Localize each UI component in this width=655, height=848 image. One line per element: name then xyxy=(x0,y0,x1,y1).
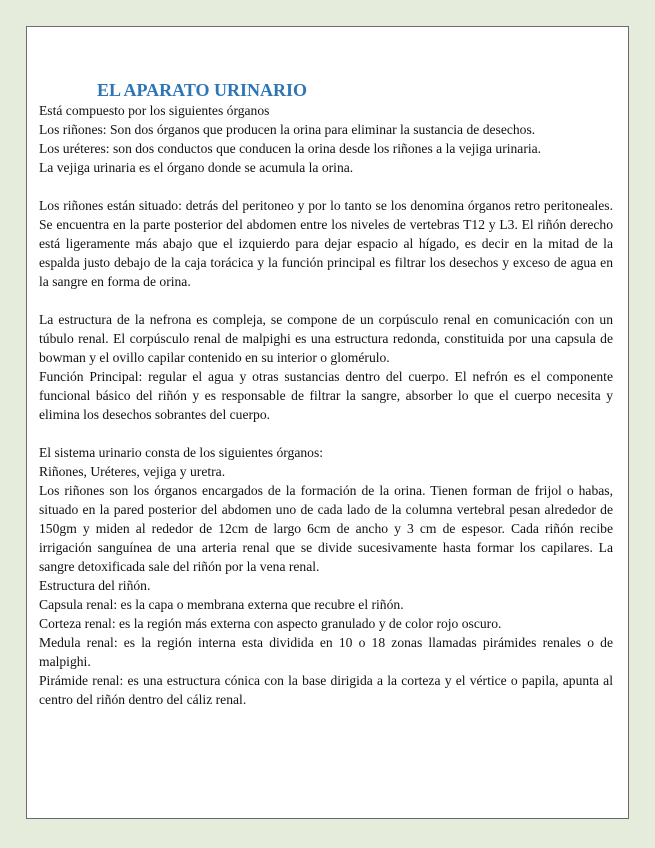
paragraph-rinones: Los riñones: Son dos órganos que producen la orina para eliminar la sustancia de desechos. xyxy=(39,122,536,137)
paragraph-capsula: Capsula renal: es la capa o membrana externa que recubre el riñón. xyxy=(39,597,404,612)
paragraph-medula: Medula renal: es la región interna esta dividida en 10 o 18 zonas llamadas pirámides renales o de malpighi. xyxy=(39,635,613,669)
paragraph-organos: Riñones, Uréteres, vejiga y uretra. xyxy=(39,464,226,479)
document-title: EL APARATO URINARIO xyxy=(97,80,308,100)
document-page xyxy=(26,26,629,819)
paragraph-ubicacion: Los riñones están situado: detrás del peritoneo y por lo tanto se los denomina órganos retro peritoneales. Se encuentra en la parte posterior del abdomen entre los niveles de vertebras T12 y L3. El riñón derecho está ligeramente más abajo que el izquierdo para dejar espacio al hígado, es decir en la mitad de la espalda justo debajo de la caja torácica y la función principal es filtrar los desechos y exceso de agua en la sangre en forma de orina. xyxy=(39,198,613,289)
paragraph-estructura: Estructura del riñón. xyxy=(39,578,151,593)
paragraph-intro: Está compuesto por los siguientes órganos xyxy=(39,103,270,118)
paragraph-formacion: Los riñones son los órganos encargados de la formación de la orina. Tienen forman de frijol o habas, situado en la pared posterior del abdomen uno de cada lado de la columna vertebral pesan alrededor de 150gm y miden al rededor de 12cm de largo 6cm de ancho y 3 cm de espesor. Cada riñón recibe irrigación sanguínea de una arteria renal que se divide sucesivamente hasta formar los capilares. La sangre detoxificada sale del riñón por la vena renal. xyxy=(39,483,613,574)
paragraph-corteza: Corteza renal: es la región más externa con aspecto granulado y de color rojo oscuro. xyxy=(39,616,502,631)
document-body xyxy=(39,79,613,709)
paragraph-sistema: El sistema urinario consta de los siguientes órganos: xyxy=(39,445,324,460)
paragraph-vejiga: La vejiga urinaria es el órgano donde se acumula la orina. xyxy=(39,160,354,175)
paragraph-funcion: Función Principal: regular el agua y otras sustancias dentro del cuerpo. El nefrón es el componente funcional básico del riñón y es responsable de filtrar la sangre, absorber lo que el cuerpo necesita y elimina los desechos sobrantes del cuerpo. xyxy=(39,369,613,422)
paragraph-nefrona: La estructura de la nefrona es compleja, se compone de un corpúsculo renal en comunicación con un túbulo renal. El corpúsculo renal de malpighi es una estructura redonda, constituida por una capsula de bowman y el ovillo capilar contenido en su interior o glomérulo. xyxy=(39,312,613,365)
paragraph-ureteres: Los uréteres: son dos conductos que conducen la orina desde los riñones a la vejiga urinaria. xyxy=(39,141,542,156)
paragraph-piramide: Pirámide renal: es una estructura cónica con la base dirigida a la corteza y el vértice o papila, apunta al centro del riñón dentro del cáliz renal. xyxy=(39,673,613,707)
